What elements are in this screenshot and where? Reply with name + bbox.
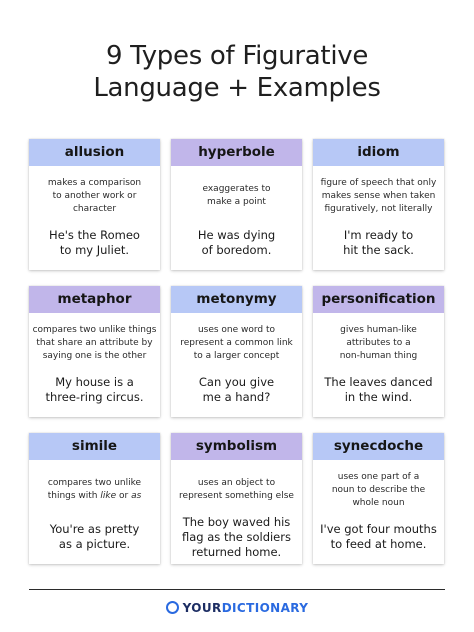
card-definition — [31, 318, 158, 368]
definition-line: to another work or — [52, 190, 137, 201]
card-example — [315, 223, 442, 263]
card-simile — [29, 433, 160, 564]
definition-line: attributes to a — [346, 337, 411, 348]
example-line: as a picture. — [58, 537, 131, 551]
definition-line: exaggerates to — [202, 184, 271, 194]
card-definition — [173, 465, 300, 515]
card-example — [31, 223, 158, 263]
example-line: I've got four mouths — [320, 522, 437, 536]
example-line: I'm ready to — [343, 228, 414, 242]
example-line: flag as the soldiers — [182, 529, 291, 544]
example-line: three-ring circus. — [45, 390, 144, 404]
card-definition — [173, 318, 300, 368]
definition-line: figuratively, not literally — [324, 203, 433, 214]
definition-line: uses one word to — [197, 324, 276, 335]
definition-line: figure of speech that only — [320, 177, 437, 188]
definition-line: noun to describe the — [331, 484, 426, 495]
card-example — [173, 370, 300, 410]
example-line: My house is a — [55, 375, 134, 389]
card-example — [31, 370, 158, 410]
card-synecdoche — [313, 433, 444, 564]
definition-line: saying one is the other — [42, 350, 147, 361]
card-definition — [173, 171, 300, 221]
title-line-1: 9 Types of Figurative — [105, 41, 369, 71]
example-line: Can you give — [198, 375, 275, 389]
definition-line: to a larger concept — [193, 350, 280, 361]
example-line: He's the Romeo — [49, 228, 140, 242]
card-idiom — [313, 139, 444, 270]
card-term: personification — [313, 286, 444, 313]
definition-line: represent something else — [179, 491, 294, 501]
example-line: of boredom. — [201, 243, 272, 257]
definition-line: character — [72, 203, 117, 214]
card-term: metonymy — [171, 286, 302, 313]
card-definition — [315, 171, 442, 221]
yourdictionary-logo[interactable] — [0, 601, 474, 615]
example-line: me a hand? — [202, 390, 271, 404]
example-line: returned home. — [191, 544, 282, 559]
definition-line: that share an attribute by — [36, 337, 153, 348]
example-line: The boy waved his — [182, 514, 291, 529]
card-definition — [31, 171, 158, 221]
circle-logo-icon — [166, 601, 179, 614]
definition-line: non-human thing — [339, 350, 418, 361]
example-line: to feed at home. — [330, 537, 427, 551]
example-line: You're as pretty — [49, 522, 140, 536]
example-line: He was dying — [197, 228, 276, 242]
example-line: to my Juliet. — [59, 243, 130, 257]
card-term: metaphor — [29, 286, 160, 313]
card-example — [31, 517, 158, 557]
definition-line: compares two unlike — [47, 478, 142, 488]
definition-line: makes a comparison — [47, 177, 142, 188]
card-example — [173, 223, 300, 263]
card-definition — [31, 465, 158, 515]
logo-text-dictionary: DICTIONARY — [221, 601, 309, 615]
card-term: synecdoche — [313, 433, 444, 460]
definition-line: gives human-like — [340, 324, 417, 335]
card-example — [315, 517, 442, 557]
logo-text-your: YOUR — [182, 601, 222, 615]
card-term: idiom — [313, 139, 444, 166]
card-hyperbole — [171, 139, 302, 270]
definition-line: represent a common link — [180, 337, 293, 348]
example-line: The leaves danced — [324, 375, 433, 389]
card-metonymy — [171, 286, 302, 417]
definition-line: compares two unlike things — [32, 324, 157, 335]
card-example — [315, 370, 442, 410]
example-line: hit the sack. — [343, 243, 414, 257]
card-term: symbolism — [171, 433, 302, 460]
page-title — [0, 40, 474, 104]
definition-line: whole noun — [352, 497, 405, 508]
title-line-2: Language + Examples — [93, 73, 381, 103]
footer-divider — [29, 589, 445, 590]
figurative-language-grid — [29, 139, 445, 564]
definition-line: uses one part of a — [337, 471, 420, 482]
card-allusion — [29, 139, 160, 270]
definition-line: uses an object to — [197, 478, 276, 488]
card-term: hyperbole — [171, 139, 302, 166]
definition-line: makes sense when taken — [321, 190, 436, 201]
card-definition — [315, 318, 442, 368]
card-metaphor — [29, 286, 160, 417]
card-definition — [315, 465, 442, 515]
card-term: allusion — [29, 139, 160, 166]
card-symbolism — [171, 433, 302, 564]
definition-line: make a point — [207, 197, 266, 207]
card-personification — [313, 286, 444, 417]
example-line: in the wind. — [344, 390, 413, 404]
definition-line: things with like or as — [47, 491, 142, 501]
card-term: simile — [29, 433, 160, 460]
card-example — [173, 514, 300, 559]
